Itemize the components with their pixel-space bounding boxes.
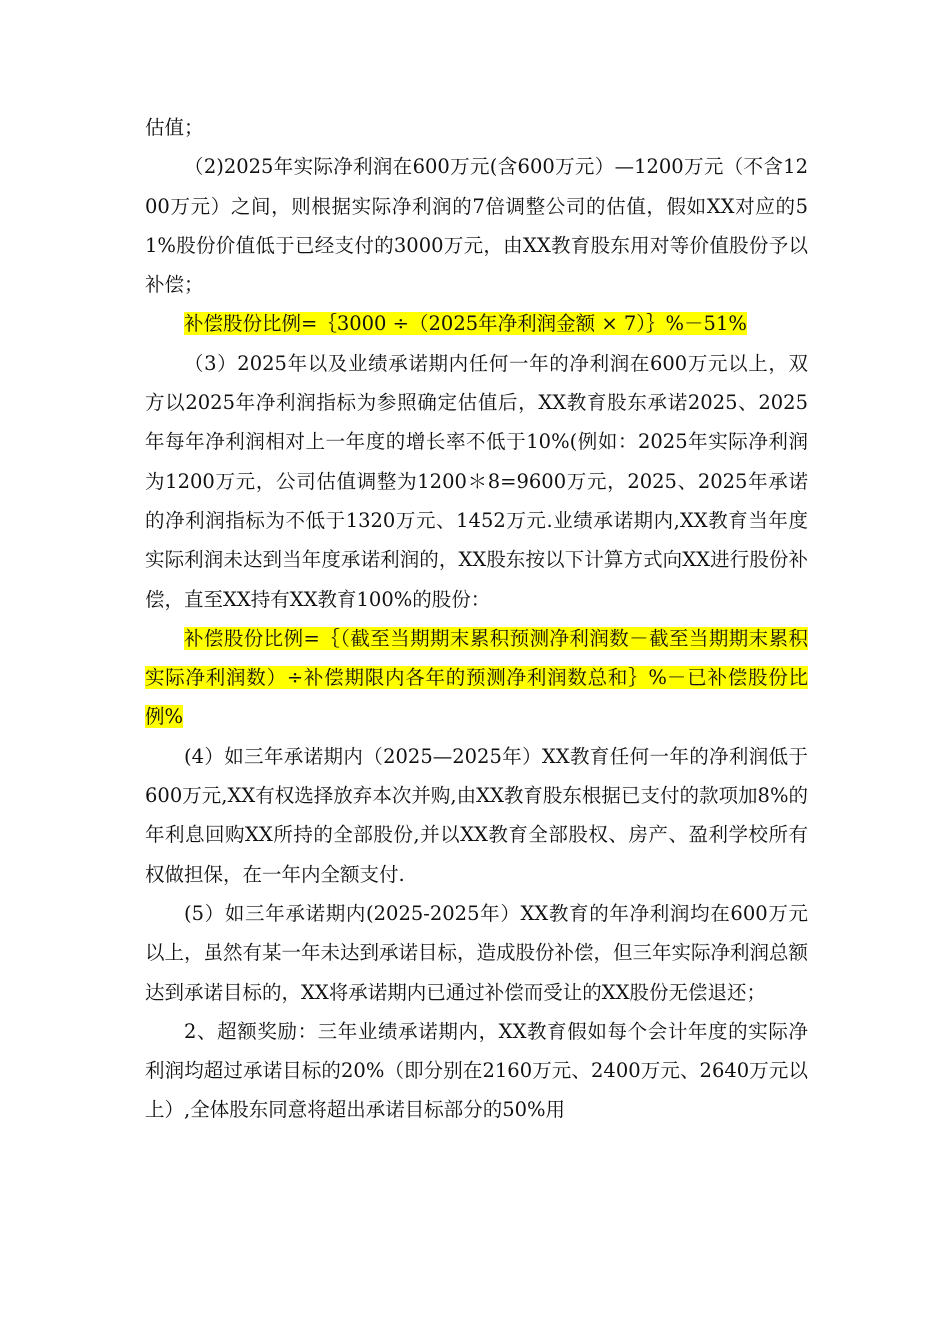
highlighted-formula: 补偿股份比例=｛3000 ÷（2025年净利润金额 × 7）｝%－51% — [184, 312, 747, 336]
paragraph-clause-2 — [145, 147, 808, 304]
paragraph-clause-4 — [145, 737, 808, 894]
paragraph-text: 估值； — [145, 116, 204, 139]
formula-compensation-ratio-2 — [145, 619, 808, 737]
paragraph-text: 2、超额奖励：三年业绩承诺期内，XX教育假如每个会计年度的实际净利润均超过承诺目标的20%（即分别在2160万元、2400万元、2640万元以上）,全体股东同意将超出承诺目标部分的50%用 — [145, 1019, 808, 1122]
paragraph-text: (4）如三年承诺期内（2025—2025年）XX教育任何一年的净利润低于600万元,XX有权选择放弃本次并购,由XX教育股东根据已支付的款项加8%的年利息回购XX所持的全部股份,并以XX教育全部股权、房产、盈利学校所有权做担保，在一年内全额支付. — [145, 744, 808, 886]
paragraph-excess-reward — [145, 1012, 808, 1130]
paragraph-text: （2)2025年实际净利润在600万元(含600万元）—1200万元（不含1200万元）之间，则根据实际净利润的7倍调整公司的估值，假如XX对应的51%股份价值低于已经支付的3000万元，由XX教育股东用对等价值股份予以补偿； — [145, 155, 808, 297]
formula-compensation-ratio-1 — [145, 304, 808, 343]
paragraph-text: (5）如三年承诺期内(2025-2025年）XX教育的年净利润均在600万元以上，虽然有某一年未达到承诺目标，造成股份补偿，但三年实际净利润总额达到承诺目标的，XX将承诺期内已通过补偿而受让的XX股份无偿退还； — [145, 901, 809, 1004]
document-body — [145, 108, 808, 1130]
paragraph-clause-5 — [145, 894, 808, 1012]
paragraph-valuation-end — [145, 108, 808, 147]
paragraph-text: （3）2025年以及业绩承诺期内任何一年的净利润在600万元以上，双方以2025年净利润指标为参照确定估值后，XX教育股东承诺2025、2025年每年净利润相对上一年度的增长率不低于10%(例如：2025年实际净利润为1200万元，公司估值调整为1200＊8=9600万元，2025、2025年承诺的净利润指标为不低于1320万元、1452万元.业绩承诺期内,XX教育当年度实际利润未达到当年度承诺利润的，XX股东按以下计算方式向XX进行股份补偿，直至XX持有XX教育100%的股份： — [145, 351, 808, 611]
paragraph-clause-3 — [145, 344, 808, 619]
highlighted-formula: 补偿股份比例=｛（截至当期期末累积预测净利润数－截至当期期末累积实际净利润数）÷补偿期限内各年的预测净利润数总和｝%－已补偿股份比例% — [145, 626, 808, 729]
